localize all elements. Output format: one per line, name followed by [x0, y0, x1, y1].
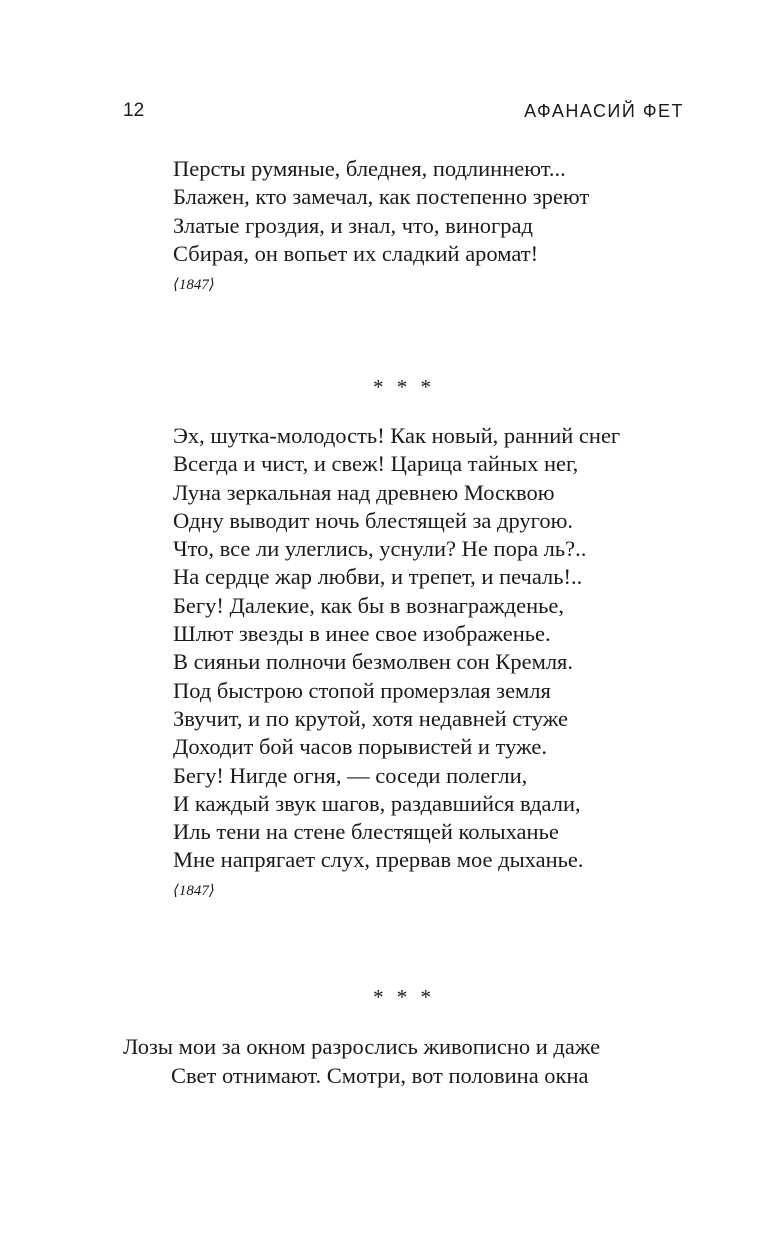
poem-line: Эх, шутка-молодость! Как новый, ранний снег: [173, 423, 621, 448]
poem-2: [173, 422, 620, 875]
poem-line: Персты румяные, бледнея, подлиннеют...: [173, 156, 566, 181]
poem-line: Златые гроздия, и знал, что, виноград: [173, 212, 533, 238]
poem-line: Свет отнимают. Смотри, вот половина окна: [171, 1063, 589, 1088]
poem-line: Звучит, и по крутой, хотя недавней стуже: [173, 705, 568, 731]
poem-line: Шлют звезды в инее свое изображенье.: [173, 621, 551, 647]
section-separator: * * *: [373, 375, 435, 399]
poem-line: Мне напрягает слух, прервав мое дыханье.: [173, 847, 584, 873]
poem-line: Сбирая, он вопьет их сладкий аромат!: [173, 240, 539, 266]
section-separator: * * *: [373, 985, 435, 1009]
poem-line: Иль тени на стене блестящей колыханье: [173, 819, 559, 845]
poem-line: И каждый звук шагов, раздавшийся вдали,: [173, 790, 581, 816]
poem-1-ending: [173, 155, 589, 268]
page-number: 12: [123, 100, 145, 121]
poem-line: Луна зеркальная над древнею Москвою: [173, 479, 555, 505]
poem-line: Одну выводит ночь блестящей за другою.: [173, 507, 574, 533]
poem-line: В сияньи полночи безмолвен сон Кремля.: [173, 649, 574, 675]
poem-3-beginning: [123, 1032, 600, 1090]
poem-2-date: ⟨1847⟩: [173, 883, 215, 899]
poem-1-date: ⟨1847⟩: [173, 277, 215, 293]
poem-line: Что, все ли улеглись, уснули? Не пора ль?..: [173, 536, 587, 562]
poem-line: Доходит бой часов порывистей и туже.: [173, 734, 547, 760]
poem-line: Под быстрою стопой промерзлая земля: [173, 677, 551, 703]
poem-line: На сердце жар любви, и трепет, и печаль!..: [173, 564, 583, 590]
poem-line: Лозы мои за окном разрослись живописно и даже: [123, 1034, 601, 1059]
poem-line: Всегда и чист, и свеж! Царица тайных нег,: [173, 451, 579, 477]
poem-line: Бегу! Нигде огня, — соседи полегли,: [173, 762, 528, 788]
running-title: АФАНАСИЙ ФЕТ: [524, 101, 684, 121]
poem-line: Бегу! Далекие, как бы в вознагражденье,: [173, 592, 565, 618]
poem-line: Блажен, кто замечал, как постепенно зреют: [173, 184, 590, 210]
